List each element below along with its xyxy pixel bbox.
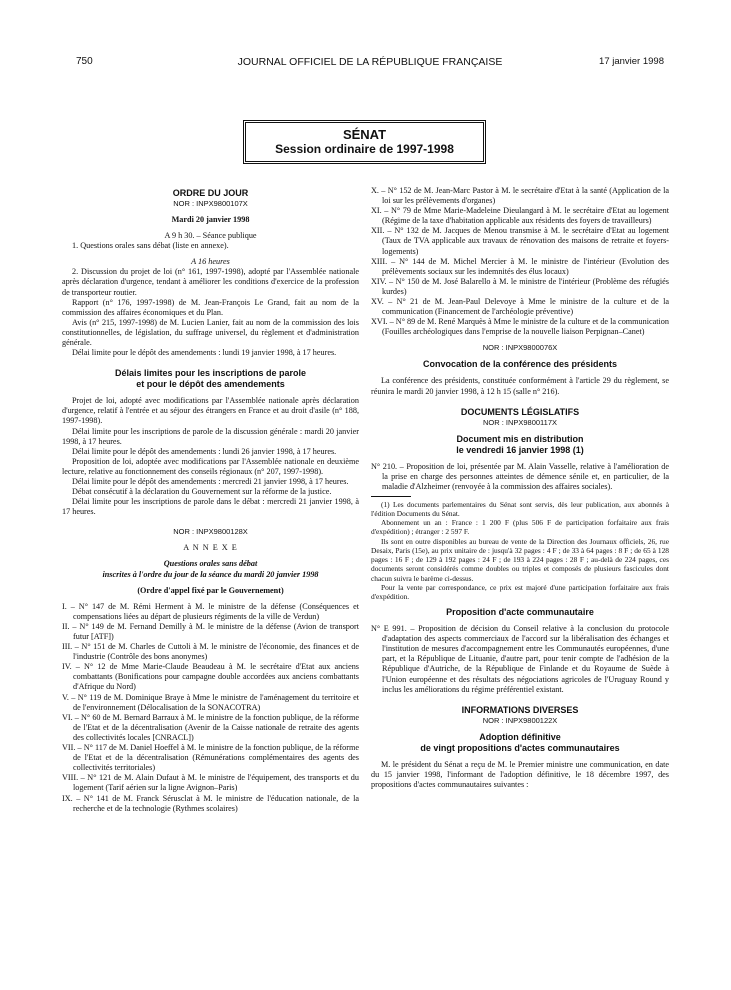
- prop-text: N° E 991. – Proposition de décision du Conseil relative à la conclusion du protocole d'adaptation des aspects commerciaux de l'accord sur la libéralisation des échanges et l'institution de mesures d'accompagnement entre les Communautés européennes, d'une part, et la République de Lituanie, d'autre part, pour tenir compte de l'adhésion de la République d'Autriche, de la République de Finlande et du Royaume de Suède à l'Union européenne et des résultats des négociations agricoles de l'Uruguay Round y inclus les améliorations du régime préférentiel existant.: [371, 624, 669, 694]
- ordre-time1: A 9 h 30. – Séance publique: [164, 231, 257, 241]
- question-item: III. – N° 151 de M. Charles de Cuttoli à M. le ministre de l'économie, des finances et de l'industrie (Contrôle des bons anonymes): [62, 642, 359, 662]
- conv-title: Convocation de la conférence des présidents: [422, 359, 618, 370]
- ordre-p1: 2. Discussion du projet de loi (n° 161, 1997-1998), adopté par l'Assemblée nationale après déclaration d'urgence, tendant à améliorer les conditions d'exercice de la profession de transporteur routier.: [62, 267, 359, 297]
- info-nor: NOR : INPX9800122X: [482, 715, 558, 725]
- question-item: IV. – N° 12 de Mme Marie-Claude Beaudeau à M. le secrétaire d'Etat aux anciens combattants (Bonifications pour campagne double accordées aux anciens combattants d'Afrique du Nord): [62, 662, 359, 692]
- annexe-title: A N N E X E: [183, 543, 238, 553]
- title-senat: SÉNAT: [342, 127, 387, 142]
- delais-p1: Projet de loi, adopté avec modifications par l'Assemblée nationale après déclaration d'urgence, relatif à l'entrée et au séjour des étrangers en France et au droit d'asile (n° 188, 1997-1998).: [62, 396, 359, 426]
- delais-p6: Débat consécutif à la déclaration du Gouvernement sur la réforme de la justice.: [72, 487, 332, 497]
- info-title: INFORMATIONS DIVERSES: [461, 704, 579, 715]
- question-item: XVI. – N° 89 de M. René Marquès à Mme le ministre de la culture et de la communication (Fouilles archéologiques dans l'emprise de la nouvelle liaison Perpignan–Canet): [371, 317, 669, 337]
- question-item: XII. – N° 132 de M. Jacques de Menou transmise à M. le secrétaire d'Etat au logement (Taux de TVA applicable aux travaux de rénovation des maisons de retraite et foyers-logements): [371, 226, 669, 256]
- delais-p7: Délai limite pour les inscriptions de parole dans le débat : mercredi 21 janvier 1998, à 17 heures.: [62, 497, 359, 517]
- docs-subtitle-2: le vendredi 16 janvier 1998 (1): [456, 444, 584, 455]
- footnote-1: (1) Les documents parlementaires du Sénat sont servis, dès leur publication, aux abonnés à l'édition Documents du Sénat.: [371, 499, 669, 519]
- ordre-time2: A 16 heures: [191, 257, 230, 267]
- question-item: V. – N° 119 de M. Dominique Braye à Mme le ministre de l'aménagement du territoire et de l'environnement (Délocalisation de la SONACOTRA): [62, 692, 359, 712]
- question-item: XIII. – N° 144 de M. Michel Mercier à M. le ministre de l'intérieur (Evolution des prélèvements sociaux sur les indemnités des élus locaux): [371, 256, 669, 276]
- page-header: [76, 56, 664, 70]
- question-item: XI. – N° 79 de Mme Marie-Madeleine Dieulangard à M. le secrétaire d'Etat au logement (Régime de la taxe d'habitation applicable aux résidents des foyers de travailleurs): [371, 206, 669, 226]
- annexe-nor: NOR : INPX9800128X: [173, 527, 248, 537]
- left-column: [62, 188, 359, 814]
- docs-subtitle-1: Document mis en distribution: [456, 433, 584, 444]
- question-item: II. – N° 149 de M. Fernand Demilly à M. le ministre de la défense (Avion de transport futur [ATF]): [62, 621, 359, 641]
- ordre-title: ORDRE DU JOUR: [172, 188, 249, 198]
- question-item: IX. – N° 141 de M. Franck Sérusclat à M. le ministre de l'éducation nationale, de la recherche et de la technologie (Rythmes scolaires): [62, 793, 359, 813]
- delais-title-2: et pour le dépôt des amendements: [136, 379, 285, 390]
- question-item: XIV. – N° 150 de M. José Balarello à M. le ministre de l'intérieur (Problème des réfugiés kurdes): [371, 276, 669, 296]
- footnote-3: Ils sont en outre disponibles au bureau de vente de la Direction des Journaux officiels, 26, rue Desaix, Paris (15e), au prix unitaire de : jusqu'à 32 pages : 4 F ; de 33 à 64 pages : 8 F ; de 65 à 128 pages : 16 F ; de 129 à 192 pages : 24 F ; de 193 à 224 pages : 28 F ; au-delà de 224 pages, ces documents seront considérés comme doubles ou triples et composés de plusieurs fascicules dont chacun suivra le barème ci-dessus.: [371, 536, 669, 583]
- ordre-nor: NOR : INPX9800107X: [173, 199, 248, 208]
- adopt-title-1: Adoption définitive: [479, 731, 561, 742]
- footnote-2: Abonnement un an : France : 1 200 F (plus 506 F de participation forfaitaire aux frais d'expédition) ; étranger : 2 597 F.: [371, 518, 669, 537]
- footnote-4: Pour la vente par correspondance, ce prix est majoré d'une participation forfaitaire aux frais d'expédition.: [371, 582, 669, 601]
- right-column: [371, 186, 669, 790]
- question-list-right: [371, 186, 669, 337]
- ordre-item1: 1. Questions orales sans débat (liste en annexe).: [72, 241, 229, 251]
- conv-nor: NOR : INPX9800076X: [482, 343, 558, 353]
- delais-p3: Délai limite pour le dépôt des amendements : lundi 26 janvier 1998, à 17 heures.: [72, 446, 337, 456]
- question-item: VI. – N° 60 de M. Bernard Barraux à M. le ministre de la fonction publique, de la réforme de l'Etat et de la décentralisation (Avenir de la Caisse nationale de retraite des agents des collectivités locales [CNRACL]): [62, 712, 359, 742]
- question-list-left: [62, 602, 359, 814]
- journal-title: JOURNAL OFFICIEL DE LA RÉPUBLIQUE FRANÇAISE: [237, 56, 503, 68]
- question-item: VIII. – N° 121 de M. Alain Dufaut à M. le ministre de l'équipement, des transports et du logement (Tarif aérien sur la ligne Avignon–Paris): [62, 773, 359, 793]
- prop-title: Proposition d'acte communautaire: [446, 607, 594, 618]
- delais-p2: Délai limite pour les inscriptions de parole de la discussion générale : mardi 20 janvier 1998, à 17 heures.: [62, 426, 359, 446]
- footnote-divider: [371, 496, 411, 497]
- page-number: 750: [76, 56, 93, 67]
- docs-text: N° 210. – Proposition de loi, présentée par M. Alain Vasselle, relative à l'amélioration de la prise en charge des personnes atteintes de démence sénile et, en particulier, de la maladie d'Alzheimer (renvoyée à la commission des affaires sociales).: [371, 461, 669, 491]
- delais-title-1: Délais limites pour les inscriptions de parole: [114, 368, 307, 379]
- adopt-title-2: de vingt propositions d'actes communautaires: [420, 742, 620, 753]
- title-box: [243, 120, 486, 164]
- question-item: X. – N° 152 de M. Jean-Marc Pastor à M. le secrétaire d'Etat à la santé (Application de la loi sur les prélèvements d'organes): [371, 186, 669, 206]
- adopt-text: M. le président du Sénat a reçu de M. le Premier ministre une communication, en date du 15 janvier 1998, l'informant de l'adoption définitive, le 18 décembre 1997, des propositions d'actes communautaires suivantes :: [371, 759, 669, 789]
- delais-p4: Proposition de loi, adoptée avec modifications par l'Assemblée nationale en deuxième lecture, relative au fonctionnement des conseils régionaux (n° 207, 1997-1998).: [62, 456, 359, 476]
- question-item: I. – N° 147 de M. Rémi Herment à M. le ministre de la défense (Conséquences et compensations liées au départ de plusieurs régiments de la ville de Verdun): [62, 601, 359, 621]
- annexe-subtitle-2: inscrites à l'ordre du jour de la séance du mardi 20 janvier 1998: [102, 569, 319, 579]
- ordre-date: Mardi 20 janvier 1998: [171, 215, 250, 224]
- conv-text: La conférence des présidents, constituée conformément à l'article 29 du règlement, se réunira le mardi 20 janvier 1998, à 12 h 15 (salle n° 216).: [371, 376, 669, 396]
- question-item: XV. – N° 21 de M. Jean-Paul Delevoye à Mme le ministre de la culture et de la communication (Financement de l'archéologie préventive): [371, 297, 669, 317]
- ordre-p3: Avis (n° 215, 1997-1998) de M. Lucien Lanier, fait au nom de la commission des lois constitutionnelles, de législation, du suffrage universel, du règlement et d'administration générale.: [62, 317, 359, 348]
- question-item: VII. – N° 117 de M. Daniel Hoeffel à M. le ministre de la fonction publique, de la réforme de l'Etat et de la décentralisation (Rémunérations complémentaires des agents des collectivités territoriales): [62, 743, 359, 773]
- issue-date: 17 janvier 1998: [599, 56, 664, 67]
- docs-nor: NOR : INPX9800117X: [482, 417, 558, 427]
- annexe-subtitle-1: Questions orales sans débat: [163, 559, 258, 569]
- ordre-p2: Rapport (n° 176, 1997-1998) de M. Jean-François Le Grand, fait au nom de la commission des affaires économiques et du Plan.: [62, 297, 359, 317]
- docs-title: DOCUMENTS LÉGISLATIFS: [460, 406, 580, 417]
- delais-p5: Délai limite pour le dépôt des amendements : mercredi 21 janvier 1998, à 17 heures.: [72, 476, 349, 486]
- annexe-subtitle-3: (Ordre d'appel fixé par le Gouvernement): [137, 585, 284, 595]
- title-session: Session ordinaire de 1997-1998: [275, 142, 454, 156]
- ordre-p4: Délai limite pour le dépôt des amendements : lundi 19 janvier 1998, à 17 heures.: [72, 348, 337, 358]
